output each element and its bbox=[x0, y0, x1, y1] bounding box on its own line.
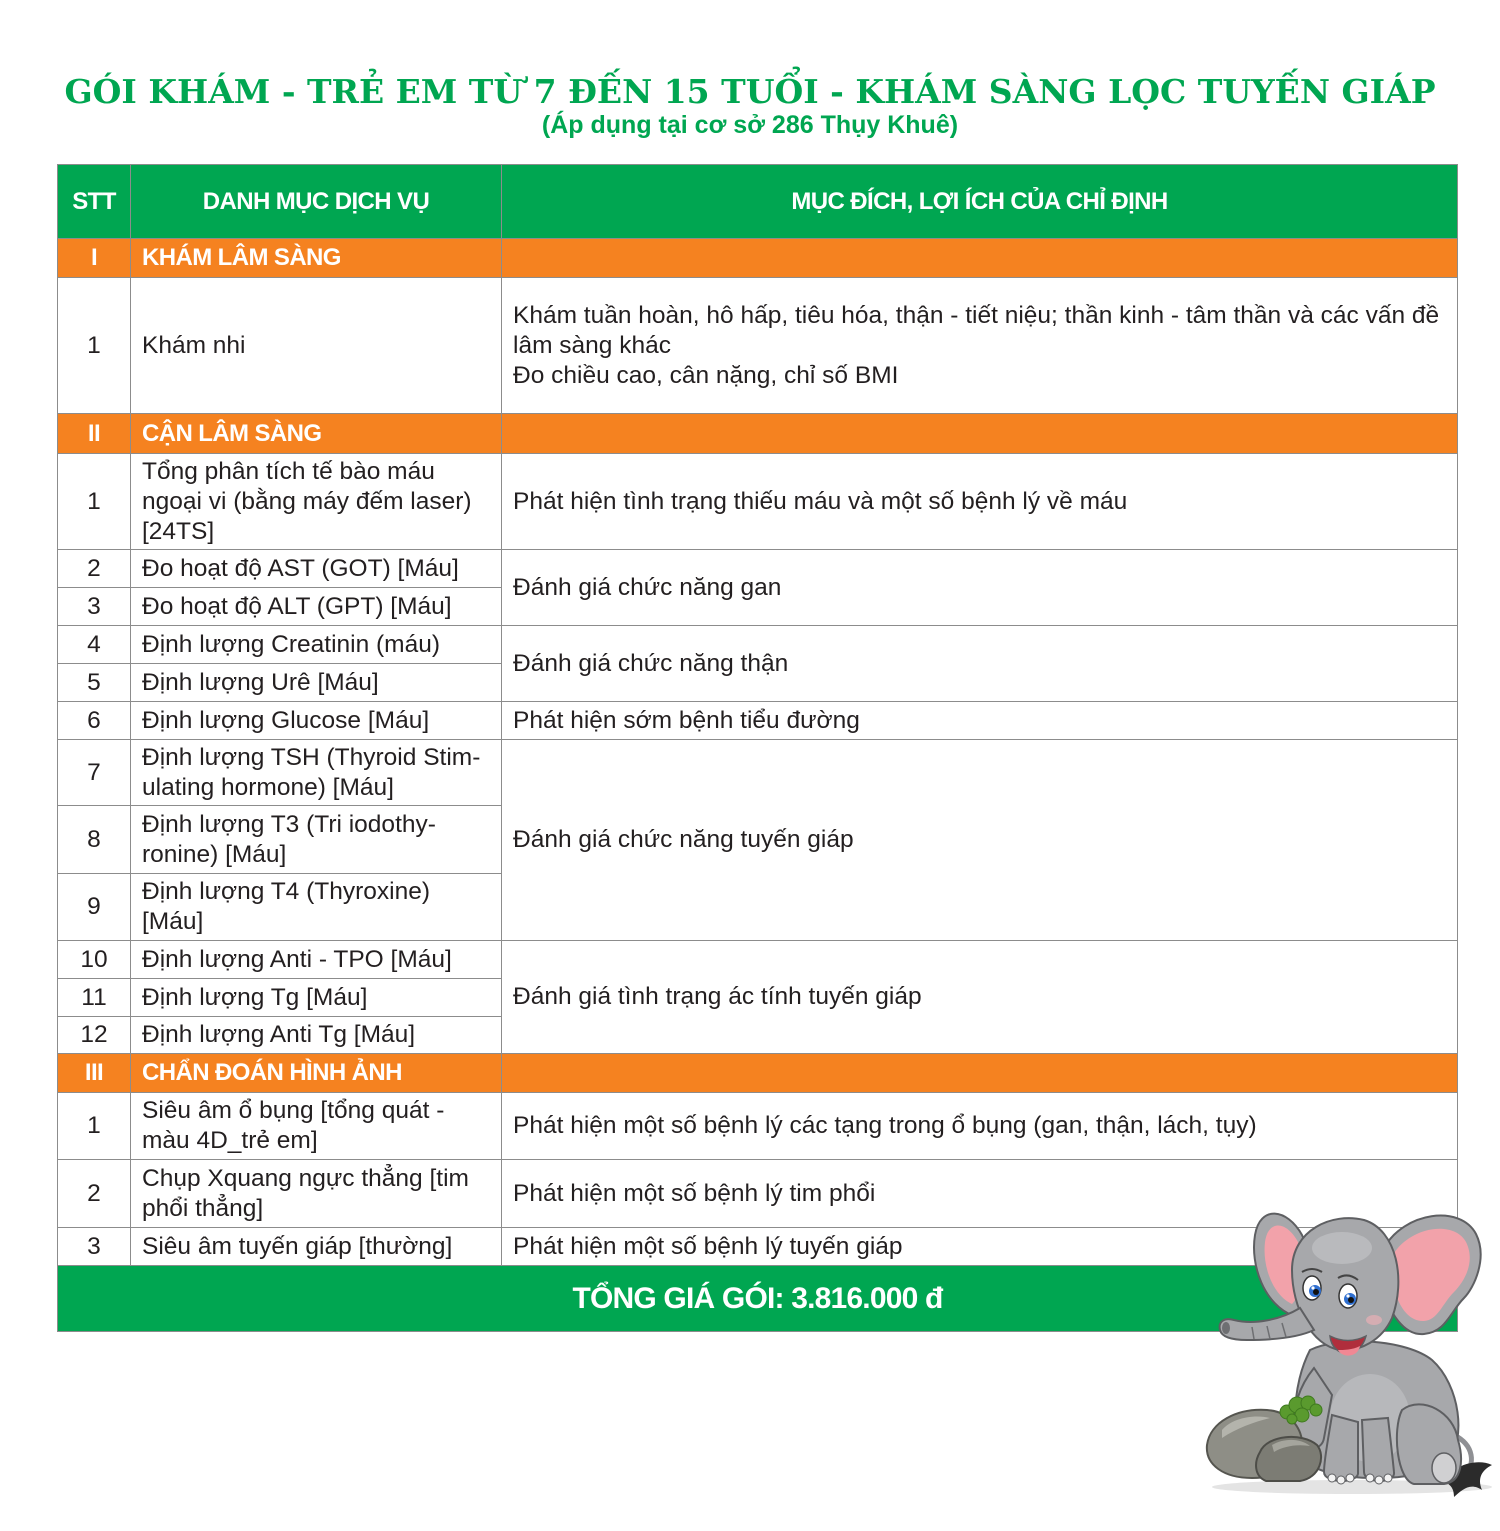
stt-cell: 1 bbox=[58, 278, 131, 414]
table-row bbox=[58, 550, 1458, 588]
service-cell: Định lượng T4 (Thyroxine) [Máu] bbox=[131, 874, 502, 941]
page-title: GÓI KHÁM - TRẺ EM TỪ 7 ĐẾN 15 TUỔI - KHÁM SÀNG LỌC TUYẾN GIÁP bbox=[64, 72, 1436, 111]
elephant-eye bbox=[1339, 1284, 1357, 1308]
service-cell: Tổng phân tích tế bào máu ngoại vi (bằng máy đếm laser) [24TS] bbox=[131, 454, 502, 550]
stt-cell: 6 bbox=[58, 702, 131, 740]
purpose-cell: Phát hiện sớm bệnh tiểu đường bbox=[502, 702, 1458, 740]
service-cell: Siêu âm tuyến giáp [thường] bbox=[131, 1228, 502, 1266]
table-row bbox=[58, 941, 1458, 979]
stt-cell: 11 bbox=[58, 979, 131, 1017]
service-cell: Chụp Xquang ngực thẳng [tim phổi thẳng] bbox=[131, 1160, 502, 1228]
section-row-paraclinical bbox=[58, 414, 1458, 454]
service-cell: Định lượng Anti - TPO [Máu] bbox=[131, 941, 502, 979]
purpose-cell: Phát hiện một số bệnh lý các tạng trong ổ bụng (gan, thận, lách, tụy) bbox=[502, 1093, 1458, 1160]
header-stt: STT bbox=[58, 165, 131, 239]
elephant-icon bbox=[1192, 1190, 1497, 1500]
service-cell: Định lượng Tg [Máu] bbox=[131, 979, 502, 1017]
section-row-clinical bbox=[58, 239, 1458, 278]
elephant-front-leg bbox=[1362, 1418, 1394, 1481]
purpose-cell: Phát hiện một số bệnh lý tuyến giáp bbox=[502, 1228, 1458, 1266]
elephant-trunk-tip bbox=[1222, 1322, 1230, 1334]
table-row bbox=[58, 1093, 1458, 1160]
table-row bbox=[58, 740, 1458, 806]
section-row-imaging bbox=[58, 1054, 1458, 1093]
elephant-trunk bbox=[1220, 1308, 1314, 1340]
stt-cell: 2 bbox=[58, 1160, 131, 1228]
purpose-cell: Khám tuần hoàn, hô hấp, tiêu hóa, thận - tiết niệu; thần kinh - tâm thần và các vấn đề lâm sàng khác Đo chiều cao, cân nặng, chỉ số BMI bbox=[502, 278, 1458, 414]
table-row bbox=[58, 702, 1458, 740]
stt-cell: 3 bbox=[58, 588, 131, 626]
elephant-forehead bbox=[1312, 1232, 1372, 1264]
stt-cell: 8 bbox=[58, 806, 131, 874]
section-name: KHÁM LÂM SÀNG bbox=[131, 239, 502, 278]
stt-cell: 1 bbox=[58, 1093, 131, 1160]
table-header-row bbox=[58, 165, 1458, 239]
section-name: CHẨN ĐOÁN HÌNH ẢNH bbox=[131, 1054, 502, 1093]
section-number: I bbox=[58, 239, 131, 278]
stt-cell: 3 bbox=[58, 1228, 131, 1266]
stt-cell: 4 bbox=[58, 626, 131, 664]
purpose-cell: Đánh giá tình trạng ác tính tuyến giáp bbox=[502, 941, 1458, 1054]
purpose-cell: Đánh giá chức năng thận bbox=[502, 626, 1458, 702]
table-row bbox=[58, 278, 1458, 414]
section-filler bbox=[502, 1054, 1458, 1093]
section-number: II bbox=[58, 414, 131, 454]
elephant-foot-pad bbox=[1432, 1453, 1456, 1483]
service-cell: Định lượng Anti Tg [Máu] bbox=[131, 1017, 502, 1054]
purpose-cell: Phát hiện tình trạng thiếu máu và một số bệnh lý về máu bbox=[502, 454, 1458, 550]
service-cell: Định lượng TSH (Thyroid Stim- ulating hormone) [Máu] bbox=[131, 740, 502, 806]
header-service: DANH MỤC DỊCH VỤ bbox=[131, 165, 502, 239]
elephant-cheek bbox=[1366, 1315, 1382, 1325]
stt-cell: 7 bbox=[58, 740, 131, 806]
purpose-cell: Đánh giá chức năng gan bbox=[502, 550, 1458, 626]
service-cell: Siêu âm ổ bụng [tổng quát - màu 4D_trẻ em] bbox=[131, 1093, 502, 1160]
elephant-ear-inner bbox=[1392, 1229, 1470, 1321]
stt-cell: 12 bbox=[58, 1017, 131, 1054]
total-price: TỔNG GIÁ GÓI: 3.816.000 đ bbox=[58, 1266, 1458, 1332]
section-name: CẬN LÂM SÀNG bbox=[131, 414, 502, 454]
page-subtitle: (Áp dụng tại cơ sở 286 Thụy Khuê) bbox=[541, 111, 959, 139]
stt-cell: 2 bbox=[58, 550, 131, 588]
section-number: III bbox=[58, 1054, 131, 1093]
table-row bbox=[58, 454, 1458, 550]
purpose-cell: Đánh giá chức năng tuyến giáp bbox=[502, 740, 1458, 941]
service-cell: Định lượng T3 (Tri iodothy- ronine) [Máu] bbox=[131, 806, 502, 874]
section-filler bbox=[502, 239, 1458, 278]
service-cell: Khám nhi bbox=[131, 278, 502, 414]
service-cell: Định lượng Glucose [Máu] bbox=[131, 702, 502, 740]
stt-cell: 5 bbox=[58, 664, 131, 702]
service-cell: Đo hoạt độ ALT (GPT) [Máu] bbox=[131, 588, 502, 626]
stt-cell: 1 bbox=[58, 454, 131, 550]
stt-cell: 9 bbox=[58, 874, 131, 941]
header-purpose: MỤC ĐÍCH, LỢI ÍCH CỦA CHỈ ĐỊNH bbox=[502, 165, 1458, 239]
section-filler bbox=[502, 414, 1458, 454]
purpose-cell: Phát hiện một số bệnh lý tim phổi bbox=[502, 1160, 1458, 1228]
elephant-eye bbox=[1303, 1276, 1321, 1300]
service-table bbox=[57, 164, 1458, 1332]
stt-cell: 10 bbox=[58, 941, 131, 979]
service-cell: Đo hoạt độ AST (GOT) [Máu] bbox=[131, 550, 502, 588]
service-cell: Định lượng Urê [Máu] bbox=[131, 664, 502, 702]
service-cell: Định lượng Creatinin (máu) bbox=[131, 626, 502, 664]
table-row bbox=[58, 626, 1458, 664]
